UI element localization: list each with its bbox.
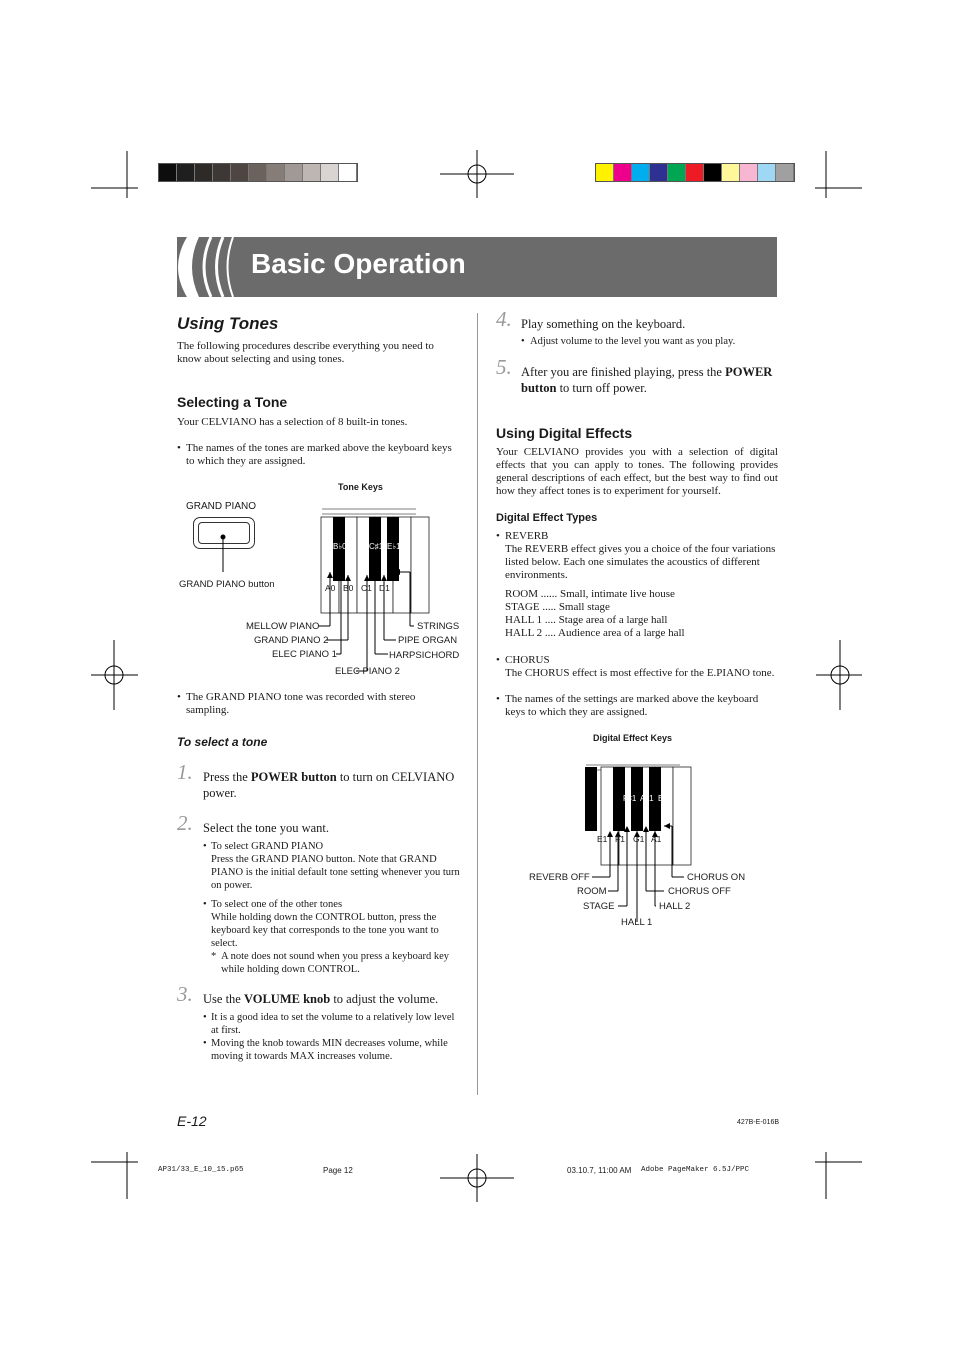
color-swatch <box>740 164 758 181</box>
bullet-tone-names: • The names of the tones are marked above the keyboard keys to which they are assigned. <box>177 442 452 467</box>
white-key <box>673 767 691 865</box>
reverb-list <box>505 588 778 640</box>
banner-arc-icon <box>177 237 247 297</box>
effect-black-key-label: F♯1 <box>623 794 637 803</box>
reverb-item: ROOM ...... Small, intimate live house <box>505 588 675 600</box>
callout-room: ROOM <box>577 886 607 897</box>
callout-pipe-organ: PIPE ORGAN <box>398 635 458 646</box>
color-swatch <box>159 164 177 181</box>
color-bar <box>595 163 795 182</box>
column-divider <box>477 313 478 1095</box>
callout-chorus-on: CHORUS ON <box>687 872 746 883</box>
effect-white-key-label: G1 <box>633 834 645 844</box>
color-swatch <box>303 164 321 181</box>
grand-piano-button-label: GRAND PIANO button <box>179 579 275 590</box>
step-2-text: Select the tone you want. <box>203 821 330 835</box>
bullet-stereo: • The GRAND PIANO tone was recorded with stereo sampling. <box>177 691 416 716</box>
black-key <box>585 767 597 831</box>
step-3-bullet-1: • It is a good idea to set the volume to a relatively low level at first. <box>203 1012 455 1036</box>
heading-selecting-a-tone: Selecting a Tone <box>177 394 288 410</box>
step-1-text: Press the POWER button to turn on CELVIANO power. <box>203 770 455 800</box>
callout-elec-piano-1: ELEC PIANO 1 <box>272 649 337 660</box>
color-swatch <box>596 164 614 181</box>
step-2-bullet-other-tones: • To select one of the other tones While holding down the CONTROL button, press the keyboard key that corresponds to the tone you want to select. <box>203 899 439 949</box>
tone-black-key-label: C♯1 <box>369 542 384 551</box>
color-swatch <box>339 164 357 181</box>
step-number-2: 2. <box>177 811 193 835</box>
reverb-block: • REVERB The REVERB effect gives you a choice of the four variations listed below. Each one simulates the acoustics of different environments. <box>496 530 776 581</box>
slug-file: AP31/33_E_10_15.p65 <box>158 1166 244 1174</box>
callout-grand-piano-2: GRAND PIANO 2 <box>254 635 329 646</box>
effect-white-key-label: A1 <box>651 834 662 844</box>
step-number-4: 4. <box>496 307 512 331</box>
effect-black-key-label: A♭1 <box>640 794 654 803</box>
effect-white-key-label: E1 <box>597 834 608 844</box>
step-2-note: * A note does not sound when you press a keyboard key while holding down CONTROL. <box>211 951 450 975</box>
callout-hall-2: HALL 2 <box>659 901 691 912</box>
reverb-item: HALL 1 .... Stage area of a large hall <box>505 614 668 626</box>
color-swatch <box>285 164 303 181</box>
step-4-text: Play something on the keyboard. <box>521 317 686 331</box>
tone-white-key-label: A0 <box>325 583 336 593</box>
color-swatch <box>722 164 740 181</box>
reverb-item: STAGE ..... Small stage <box>505 601 610 613</box>
callout-chorus-off: CHORUS OFF <box>668 886 731 897</box>
heading-digital-effect-types: Digital Effect Types <box>496 512 598 524</box>
effect-black-key-label: B♭1 <box>658 794 672 803</box>
color-swatch <box>650 164 668 181</box>
tone-keys-title: Tone Keys <box>338 482 383 492</box>
color-swatch <box>668 164 686 181</box>
document-code: 427B-E-016B <box>737 1119 780 1126</box>
tone-white-key-label: B0 <box>343 583 354 593</box>
effect-white-key-label: F1 <box>615 834 625 844</box>
heading-to-select-a-tone: To select a tone <box>177 735 268 749</box>
color-swatch <box>321 164 339 181</box>
color-swatch <box>249 164 267 181</box>
slug-app: Adobe PageMaker 6.5J/PPC <box>641 1166 750 1174</box>
step-2-bullet-grand-piano: • To select GRAND PIANO Press the GRAND PIANO button. Note that GRAND PIANO is the initial default tone setting whenever you turn on power. <box>203 841 460 891</box>
callout-harpsichord: HARPSICHORD <box>389 650 460 661</box>
callout-elec-piano-2: ELEC PIANO 2 <box>335 666 400 677</box>
step-3-text: Use the VOLUME knob to adjust the volume. <box>203 992 439 1006</box>
callout-hall-1: HALL 1 <box>621 917 653 928</box>
callout-strings: STRINGS <box>417 621 460 632</box>
step-3-bullet-2: • Moving the knob towards MIN decreases volume, while moving it towards MAX increases volume. <box>203 1038 448 1062</box>
callout-stage: STAGE <box>583 901 615 912</box>
color-swatch <box>758 164 776 181</box>
color-swatch <box>195 164 213 181</box>
heading-using-digital-effects: Using Digital Effects <box>496 425 633 441</box>
tone-black-key-label: B♭0 <box>333 542 347 551</box>
color-swatch <box>213 164 231 181</box>
tone-black-key-label: E♭1 <box>387 542 401 551</box>
color-swatch <box>177 164 195 181</box>
chorus-block: • CHORUS The CHORUS effect is most effective for the E.PIANO tone. <box>496 654 775 679</box>
page-number: E-12 <box>177 1113 207 1129</box>
digital-effect-keys-title: Digital Effect Keys <box>593 733 673 743</box>
grand-piano-label: GRAND PIANO <box>186 501 257 512</box>
slug-date: 03.10.7, 11:00 AM <box>567 1166 632 1175</box>
reverb-item: HALL 2 .... Audience area of a large hall <box>505 627 685 639</box>
color-swatch <box>267 164 285 181</box>
color-swatch <box>231 164 249 181</box>
color-swatch <box>614 164 632 181</box>
grayscale-bar <box>158 163 358 182</box>
tone-white-key-label: C1 <box>361 583 372 593</box>
white-key <box>411 517 429 613</box>
page-title: Basic Operation <box>251 248 466 279</box>
effects-text: Your CELVIANO provides you with a selection of digital effects that you can apply to tones. The following provides general descriptions of each effect, but the best way to find out how they affect tones is to experiment for yourself. <box>496 446 778 497</box>
color-swatch <box>686 164 704 181</box>
color-swatch <box>704 164 722 181</box>
effect-keys-diagram <box>520 745 780 935</box>
step-5-text: After you are finished playing, press the POWER button to turn off power. <box>521 365 773 395</box>
callout-reverb-off: REVERB OFF <box>529 872 590 883</box>
bullet-settings: • The names of the settings are marked above the keyboard keys to which they are assigned. <box>496 693 759 718</box>
header-banner <box>177 237 777 297</box>
slug-page: Page 12 <box>323 1166 353 1175</box>
selecting-text: Your CELVIANO has a selection of 8 built-in tones. <box>177 416 408 428</box>
step-number-1: 1. <box>177 760 193 784</box>
callout-mellow-piano: MELLOW PIANO <box>246 621 320 632</box>
section-title-using-tones: Using Tones <box>177 314 279 333</box>
step-4-bullet: • Adjust volume to the level you want as you play. <box>521 336 736 347</box>
tone-white-key-label: D1 <box>379 583 390 593</box>
step-number-3: 3. <box>177 982 193 1006</box>
color-swatch <box>776 164 794 181</box>
color-swatch <box>632 164 650 181</box>
intro-text: The following procedures describe everything you need to know about selecting and using tones. <box>177 340 434 365</box>
step-number-5: 5. <box>496 355 512 379</box>
